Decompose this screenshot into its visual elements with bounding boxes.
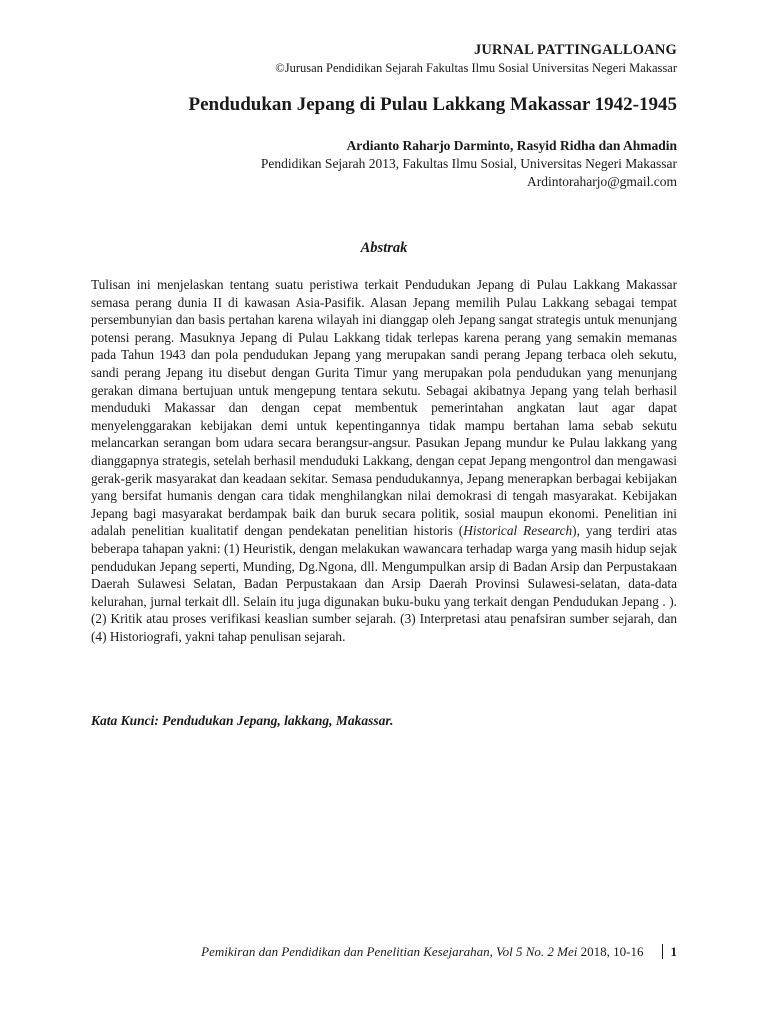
footer-year-pages: 2018, 10-16 [577,944,644,959]
abstract-text-part1: Tulisan ini menjelaskan tentang suatu peristiwa terkait Pendudukan Jepang di Pulau Lakkang Makassar semasa perang dunia II di kawasan Asia-Pasifik. Alasan Jepang memilih Pulau Lakkang sebagai tempat persembunyian dan basis pertahan karena wilayah ini dianggap oleh Jepang sangat strategis untuk menunjang potensi perang. Masuknya Jepang di Pulau Lakkang tidak terlepas karena perang yang semakin memanas pada Tahun 1943 dan pola pendudukan Jepang yang merupakan sandi perang Jepang terbaca oleh sekutu, sandi perang Jepang itu disebut dengan Gurita Timur yang merupakan pola pendudukan yang menunjang gerakan dimana bertujuan untuk mengepung tentara sekutu. Sebagai akibatnya Jepang yang telah berhasil menduduki Makassar dan dengan cepat membentuk pemerintahan angkatan laut agar dapat menyelenggarakan kebijakan demi untuk kepentingannya tidak mampu bertahan lama sebab sekutu melancarkan serangan bom udara secara berangsur-angsur. Pasukan Jepang mundur ke Pulau lakkang yang dianggapnya strategis, setelah berhasil menduduki Lakkang, dengan cepat Jepang mengontrol dan mengawasi gerak-gerik masyarakat dan keadaan sekitar. Semasa pendudukannya, Jepang menerapkan berbagai kebijakan yang bersifat humanis dengan cara tidak menghilangkan nilai demokrasi di tengah masyarakat. Kebijakan Jepang bagi masyarakat berdampak baik dan buruk secara politik, sosial maupun ekonomi. Penelitian ini adalah penelitian kualitatif dengan pendekatan penelitian historis ( [91,277,677,539]
abstract-text-part2: ), yang terdiri atas beberapa tahapan yakni: (1) Heuristik, dengan melakukan wawancara terhadap warga yang masih hidup sejak pendudukan Jepang seperti, Munding, Dg.Ngona, dll. Mengumpulkan arsip di Badan Arsip dan Perpustakaan Daerah Sulawesi Selatan, Badan Perpustakaan dan Arsip Daerah Provinsi Sulawesi-selatan, data-data kelurahan, jurnal terkait dll. Selain itu juga digunakan buku-buku yang terkait dengan Pendudukan Jepang . ). (2) Kritik atau proses verifikasi keaslian sumber sejarah. (3) Interpretasi atau penafsiran sumber sejarah, dan (4) Historiografi, yakni tahap penulisan sejarah. [91,523,677,644]
footer-separator [662,944,663,959]
page-number: 1 [670,944,677,959]
journal-affiliation: ©Jurusan Pendidikan Sejarah Fakultas Ilmu Sosial Universitas Negeri Makassar [275,61,677,75]
abstract-body [91,276,677,645]
journal-name: JURNAL PATTINGALLOANG [473,42,677,58]
keywords: Kata Kunci: Pendudukan Jepang, lakkang, Makassar. [91,713,394,728]
abstract-text-italic: Historical Research [463,523,573,539]
author-email: Ardintoraharjo@gmail.com [526,174,677,189]
article-title: Pendudukan Jepang di Pulau Lakkang Makassar 1942-1945 [188,94,677,115]
footer-citation: Pemikiran dan Pendidikan dan Penelitian Kesejarahan, Vol 5 No. 2 Mei [201,944,578,959]
author-affiliation: Pendidikan Sejarah 2013, Fakultas Ilmu Sosial, Universitas Negeri Makassar [260,156,677,171]
page-footer [201,944,677,960]
author-names: Ardianto Raharjo Darminto, Rasyid Ridha dan Ahmadin [346,138,677,153]
abstract-heading: Abstrak [360,240,408,256]
